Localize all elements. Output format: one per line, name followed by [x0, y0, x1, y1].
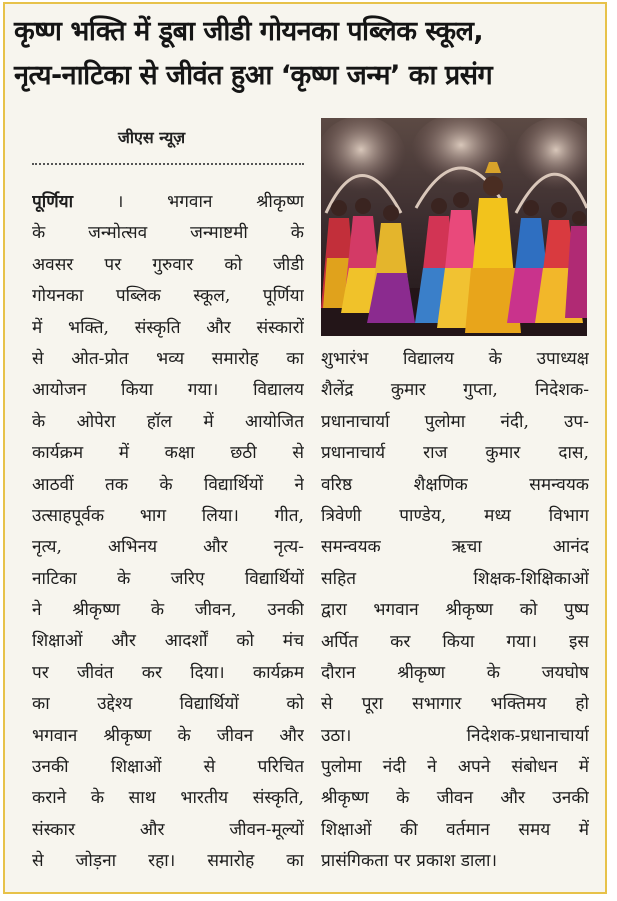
article-line: अवसर पर गुरुवार को जीडी: [32, 254, 304, 275]
article-line: दौरान श्रीकृष्ण के जयघोष: [321, 662, 589, 683]
dance-drama-performance-photo: [321, 118, 587, 336]
article-line: प्रधानाचार्या पुलोमा नंदी, उप-: [321, 411, 589, 432]
article-line: पुलोमा नंदी ने अपने संबोधन में: [321, 757, 589, 778]
article-line: पर जीवंत कर दिया। कार्यक्रम: [32, 662, 304, 683]
article-line: से पूरा सभागार भक्तिमय हो: [321, 694, 589, 715]
article-line: आयोजन किया गया। विद्यालय: [32, 380, 304, 401]
article-line: नृत्य, अभिनय और नृत्य-: [32, 537, 304, 558]
article-line: ने श्रीकृष्ण के जीवन, उनकी: [32, 600, 304, 621]
article-line: [32, 187, 304, 218]
article-line: उनकी शिक्षाओं से परिचित: [32, 757, 304, 778]
article-line: आठवीं तक के विद्यार्थियों ने: [32, 474, 304, 495]
article-line: के जन्मोत्सव जन्माष्टमी के: [32, 223, 304, 244]
byline: जीएस न्यूज़: [118, 128, 186, 147]
article-line: शुभारंभ विद्यालय के उपाध्यक्ष: [321, 349, 589, 369]
article-line-text: । भगवान श्रीकृष्ण: [116, 192, 304, 212]
headline-line-2: नृत्य-नाटिका से जीवंत हुआ ‘कृष्ण जन्म’ का प्रसंग: [14, 60, 493, 91]
article-line: त्रिवेणी पाण्डेय, मध्य विभाग: [321, 505, 589, 526]
article-line: सहित शिक्षक-शिक्षिकाओं: [321, 568, 589, 589]
article-line: से जोड़ना रहा। समारोह का: [32, 851, 304, 872]
article-line: वरिष्ठ शैक्षणिक समन्वयक: [321, 474, 589, 495]
article-line: प्रधानाचार्य राज कुमार दास,: [321, 443, 589, 464]
byline-divider: [32, 163, 304, 165]
article-line: कराने के साथ भारतीय संस्कृति,: [32, 788, 304, 809]
article-line: संस्कार और जीवन-मूल्यों: [32, 819, 304, 840]
article-line: अर्पित कर किया गया। इस: [321, 631, 589, 652]
article-line: कार्यक्रम में कक्षा छठी से: [32, 443, 304, 464]
article-line: से ओत-प्रोत भव्य समारोह का: [32, 348, 304, 369]
article-line: समन्वयक ऋचा आनंद: [321, 537, 589, 558]
article-line: गोयनका पब्लिक स्कूल, पूर्णिया: [32, 286, 304, 307]
article-line: शैलेंद्र कुमार गुप्ता, निदेशक-: [321, 380, 589, 401]
headline-line-1: कृष्ण भक्ति में डूबा जीडी गोयनका पब्लिक स्कूल,: [14, 16, 484, 47]
article-line: का उद्देश्य विद्यार्थियों को: [32, 694, 304, 715]
article-line: उठा। निदेशक-प्रधानाचार्या: [321, 725, 589, 746]
article-column-left: [32, 187, 304, 878]
article-line: भगवान श्रीकृष्ण के जीवन और: [32, 725, 304, 746]
headline: [14, 10, 594, 98]
article-line: के ओपेरा हॉल में आयोजित: [32, 411, 304, 432]
article-line: में भक्ति, संस्कृति और संस्कारों: [32, 317, 304, 338]
article-line: प्रासंगिकता पर प्रकाश डाला।: [321, 851, 497, 872]
article-line: उत्साहपूर्वक भाग लिया। गीत,: [32, 505, 304, 526]
performance-photo: [321, 118, 587, 336]
article-line: श्रीकृष्ण के जीवन और उनकी: [321, 788, 589, 809]
article-column-right: [321, 344, 589, 878]
article-line: शिक्षाओं और आदर्शों को मंच: [32, 631, 304, 652]
article-line: द्वारा भगवान श्रीकृष्ण को पुष्प: [321, 600, 589, 621]
article-line: शिक्षाओं की वर्तमान समय में: [321, 819, 589, 840]
dateline: पूर्णिया: [32, 192, 74, 212]
article-line: नाटिका के जरिए विद्यार्थियों: [32, 568, 304, 589]
